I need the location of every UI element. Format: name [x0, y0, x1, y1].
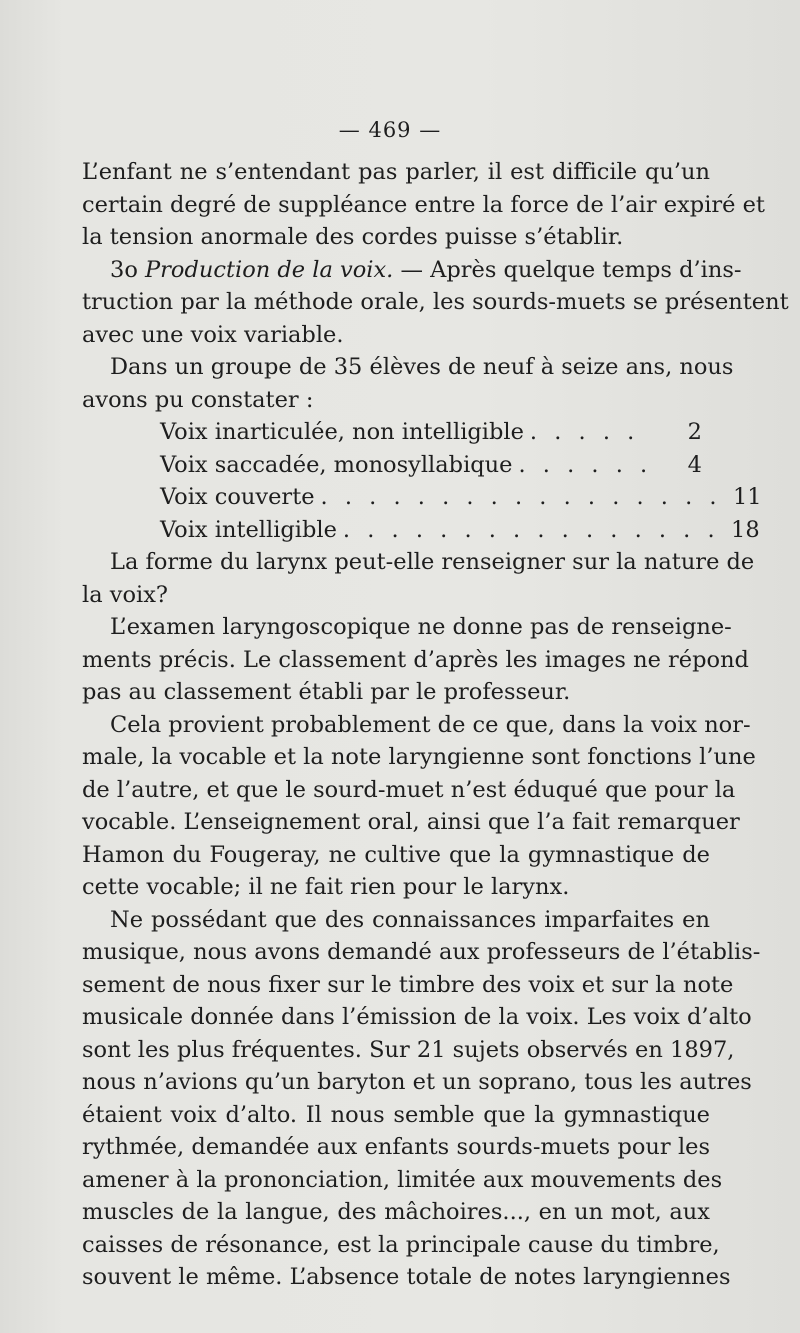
text-line: cette vocable; il ne fait rien pour le larynx. [82, 874, 570, 900]
leader-dots: . . . . . [529, 419, 640, 445]
leader-dots: . . . . . . . . . . . . . . . . [342, 516, 720, 543]
list-item [160, 416, 710, 449]
text-line: souvent le même. L’absence totale de notes laryngiennes [82, 1264, 731, 1290]
list-item-label: Voix intelligible [160, 516, 337, 543]
text-line: avec une voix variable. [82, 321, 344, 348]
text-line: caisses de résonance, est la principale cause du timbre, [82, 1231, 720, 1258]
text-line: rythmée, demandée aux enfants sourds-muets pour les [82, 1134, 710, 1160]
text-line: Cela provient probablement de ce que, dans la voix nor- [110, 711, 751, 738]
section-number: 3o [110, 256, 146, 283]
paragraph-6 [82, 709, 756, 904]
list-item-label: Voix inarticulée, non intelligible [160, 419, 524, 445]
text-line: L’enfant ne s’entendant pas parler, il est difficile qu’un [82, 159, 710, 185]
text-line: nous n’avions qu’un baryton et un soprano, tous les autres [82, 1069, 752, 1095]
voice-classification-list [82, 416, 762, 546]
text-line [82, 254, 742, 287]
leader-dots: . . . . . . [518, 451, 653, 478]
list-item-count: 18 [731, 516, 760, 543]
list-item-count: 2 [687, 419, 702, 445]
leader-dots: . . . . . . . . . . . . . . . . . [320, 484, 722, 510]
text-line: la voix? [82, 581, 168, 608]
text-line: muscles de la langue, des mâchoires..., en un mot, aux [82, 1199, 710, 1225]
text-line: musique, nous avons demandé aux professeurs de l’établis- [82, 939, 761, 965]
text-line: avons pu constater : [82, 386, 314, 413]
list-item-label: Voix saccadée, monosyllabique [160, 451, 513, 478]
text-line: la tension anormale des cordes puisse s’établir. [82, 224, 624, 250]
paragraph-1 [82, 156, 765, 254]
list-item-count: 4 [687, 451, 702, 478]
section-heading: Production de la voix. [145, 256, 394, 283]
list-item-count: 11 [732, 484, 762, 510]
text-line: amener à la prononciation, limitée aux mouvements des [82, 1166, 723, 1193]
text-line: de l’autre, et que le sourd-muet n’est éduqué que pour la [82, 776, 736, 803]
text-line: truction par la méthode orale, les sourds-muets se présentent [82, 289, 789, 315]
text-line: pas au classement établi par le professeur. [82, 679, 571, 705]
text-line: vocable. L’enseignement oral, ainsi que l’a fait remarquer [82, 809, 740, 835]
list-item [160, 481, 762, 514]
paragraph-4 [82, 546, 755, 611]
text-line: La forme du larynx peut-elle renseigner sur la nature de [110, 549, 755, 575]
list-item [160, 449, 710, 482]
text-line: Ne possédant que des connaissances imparfaites en [110, 906, 710, 933]
text-line: étaient voix d’alto. Il nous semble que la gymnastique [82, 1101, 710, 1128]
paragraph-5 [82, 611, 749, 709]
page-number: — 469 — [338, 118, 442, 142]
text-line: certain degré de suppléance entre la force de l’air expiré et [82, 191, 765, 218]
text-line: ments précis. Le classement d’après les images ne répond [82, 646, 749, 673]
list-item-label: Voix couverte [160, 484, 315, 510]
text-fragment: — Après quelque temps d’ins- [393, 256, 742, 283]
text-line: L’examen laryngoscopique ne donne pas de renseigne- [110, 614, 732, 640]
paragraph-3 [82, 351, 734, 416]
text-line: Hamon du Fougeray, ne cultive que la gymnastique de [82, 841, 710, 868]
paragraph-7 [82, 904, 761, 1294]
text-line: sement de nous fixer sur le timbre des voix et sur la note [82, 971, 734, 998]
text-line: sont les plus fréquentes. Sur 21 sujets observés en 1897, [82, 1036, 735, 1063]
text-line: male, la vocable et la note laryngienne sont fonctions l’une [82, 744, 756, 770]
list-item [160, 514, 760, 547]
paragraph-2 [82, 254, 789, 352]
body-text [82, 156, 789, 1294]
text-line: musicale donnée dans l’émission de la voix. Les voix d’alto [82, 1004, 752, 1030]
text-line: Dans un groupe de 35 élèves de neuf à seize ans, nous [110, 354, 734, 380]
